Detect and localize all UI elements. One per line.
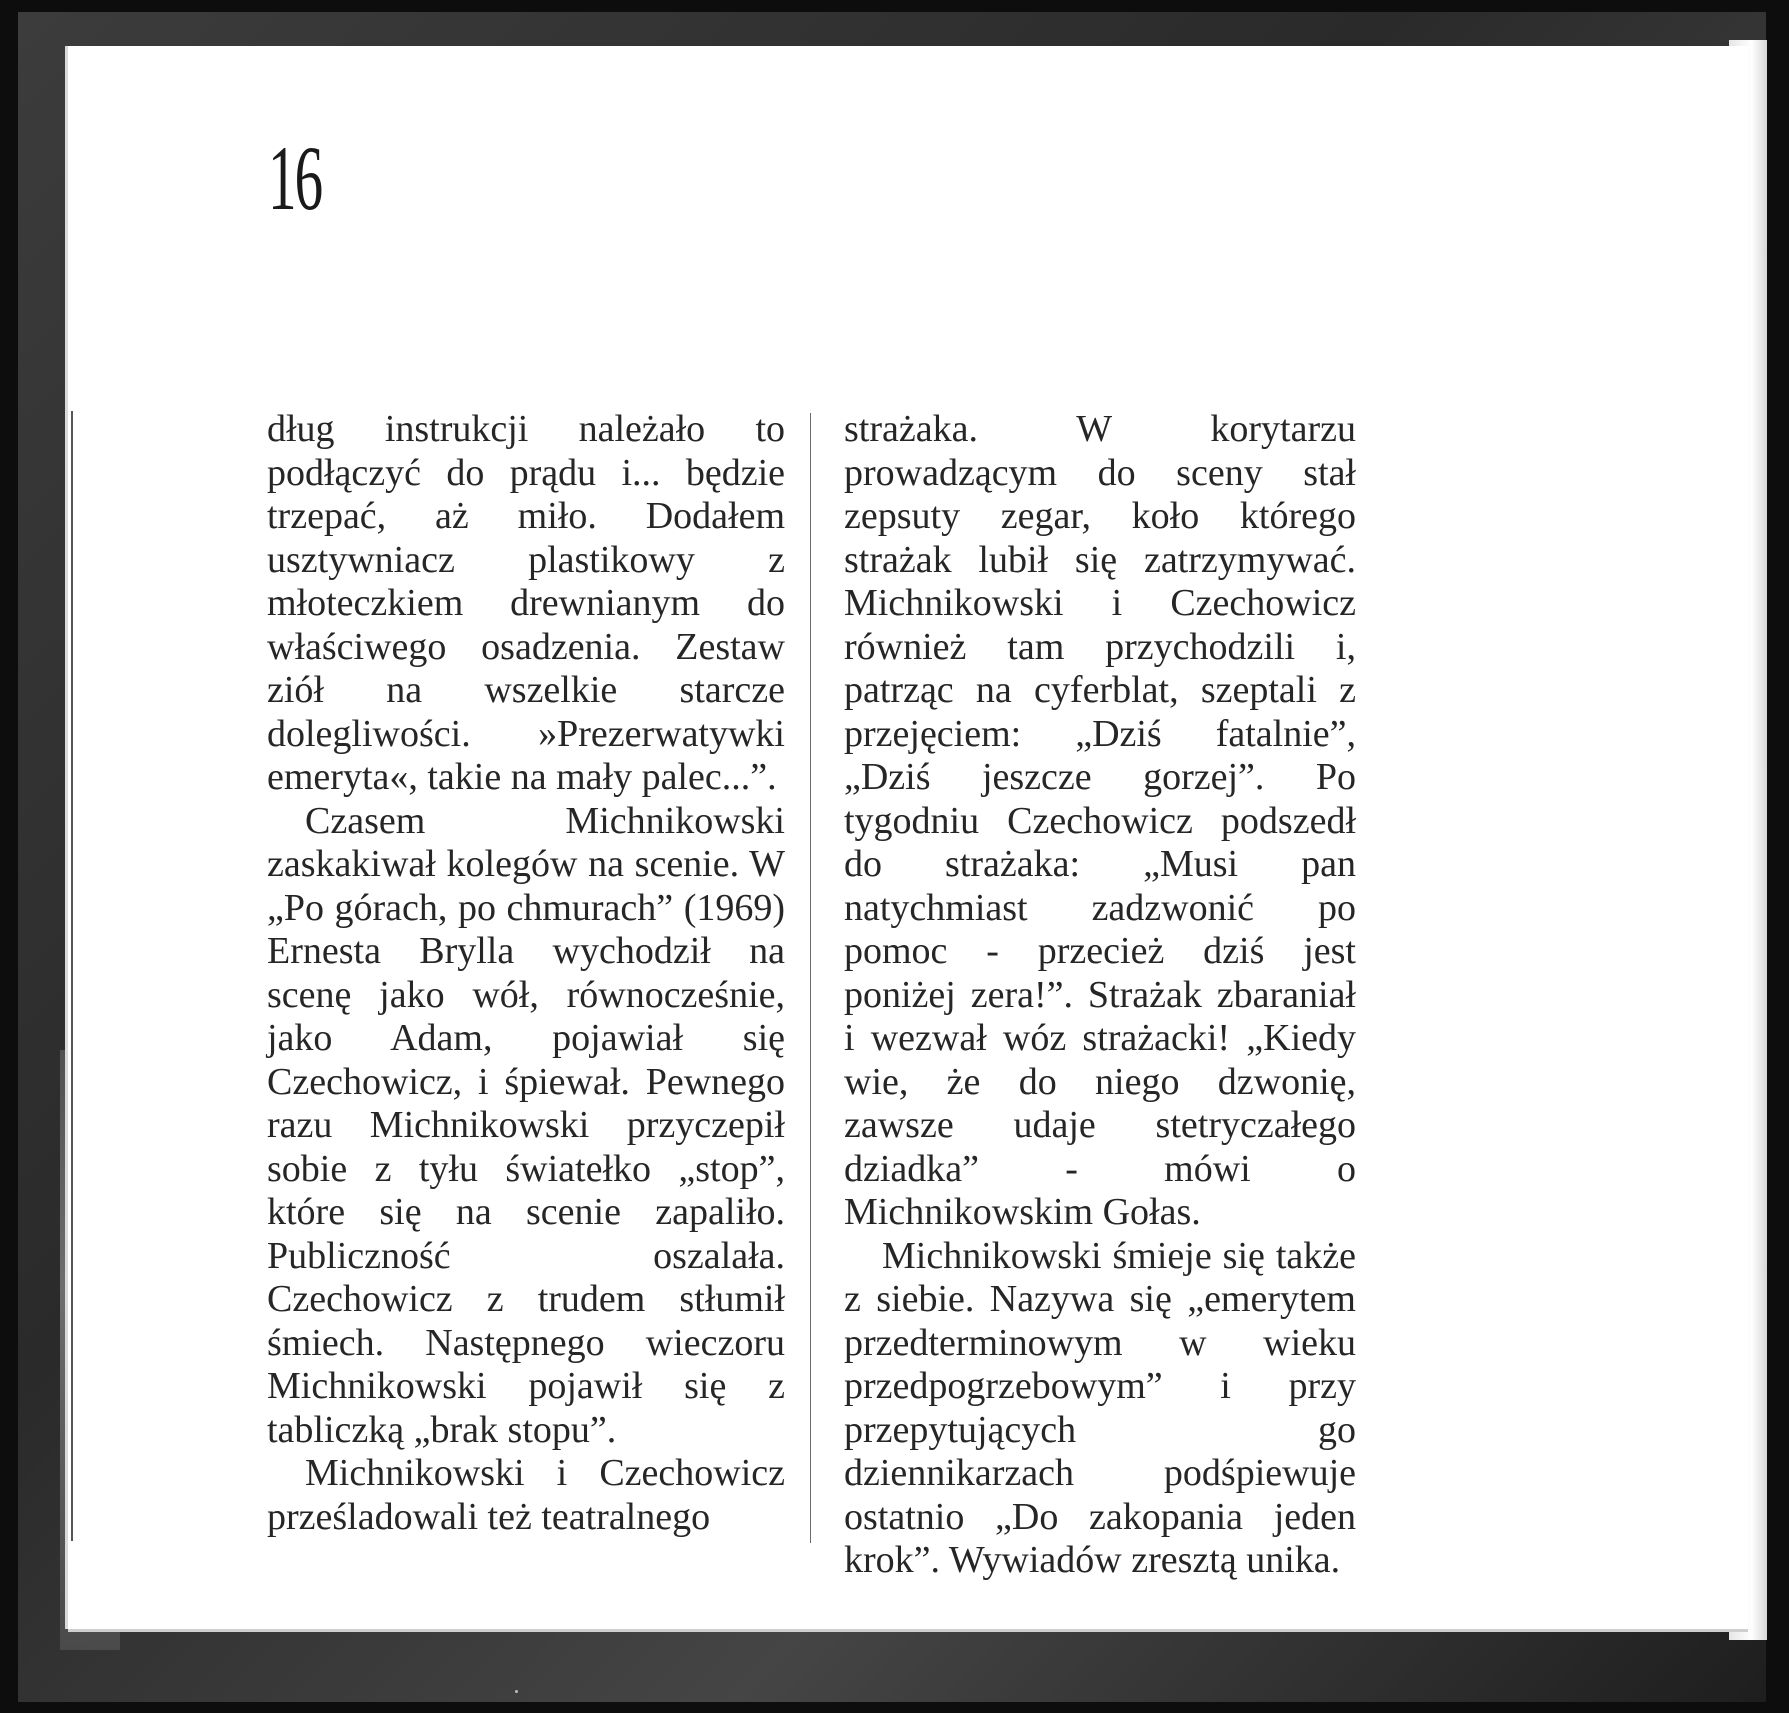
page-left-rule: [71, 411, 73, 1541]
paragraph: Czasem Michnikowski zaskakiwał kolegów na scenie. W „Po górach, po chmurach” (1969) Ernesta Brylla wychodził na scenę jako wół, równocześnie, jako Adam, pojawiał się Czechowicz, i śpiewał. Pewnego razu Michnikowski przyczepił sobie z tyłu światełko „stop”, które się na scenie zapaliło. Publiczność oszalała. Czechowicz z trudem stłumił śmiech. Następnego wieczoru Michnikowski pojawił się z tabliczką „brak stopu”.: [267, 799, 785, 1451]
page-number: 16: [268, 127, 322, 229]
text-column-left: [267, 408, 785, 1539]
paragraph: dług instrukcji należało to podłączyć do prądu i... będzie trzepać, aż miło. Dodałem usztywniacz plastikowy z młoteczkiem drewnianym do właściwego osadzenia. Zestaw ziół na wszelkie starcze dolegliwości. »Prezerwatywki emeryta«, takie na mały palec...”.: [267, 408, 785, 798]
column-divider: [810, 413, 811, 1543]
dust-speck: [515, 1690, 518, 1693]
paragraph: strażaka. W korytarzu prowadzącym do sceny stał zepsuty zegar, koło którego strażak lubił się zatrzymywać. Michnikowski i Czechowicz również tam przychodzili i, patrząc na cyferblat, szeptali z przejęciem: „Dziś fatalnie”, „Dziś jeszcze gorzej”. Po tygodniu Czechowicz podszedł do strażaka: „Musi pan natychmiast zadzwonić po pomoc - przecież dziś jest poniżej zera!”. Strażak zbaraniał i wezwał wóz strażacki! „Kiedy wie, że do niego dzwonię, zawsze udaje stetryczałego dziadka” - mówi o Michnikowskim Gołas.: [844, 408, 1356, 1233]
book-page: [68, 46, 1748, 1629]
paragraph: Michnikowski i Czechowicz prześladowali też teatralnego: [267, 1452, 785, 1538]
paragraph: Michnikowski śmieje się także z siebie. Nazywa się „emerytem przedterminowym w wieku przedpogrzebowym” i przy przepytujących go dziennikarzach podśpiewuje ostatnio „Do zakopania jeden krok”. Wywiadów zresztą unika.: [844, 1234, 1356, 1581]
text-column-right: [844, 408, 1356, 1583]
